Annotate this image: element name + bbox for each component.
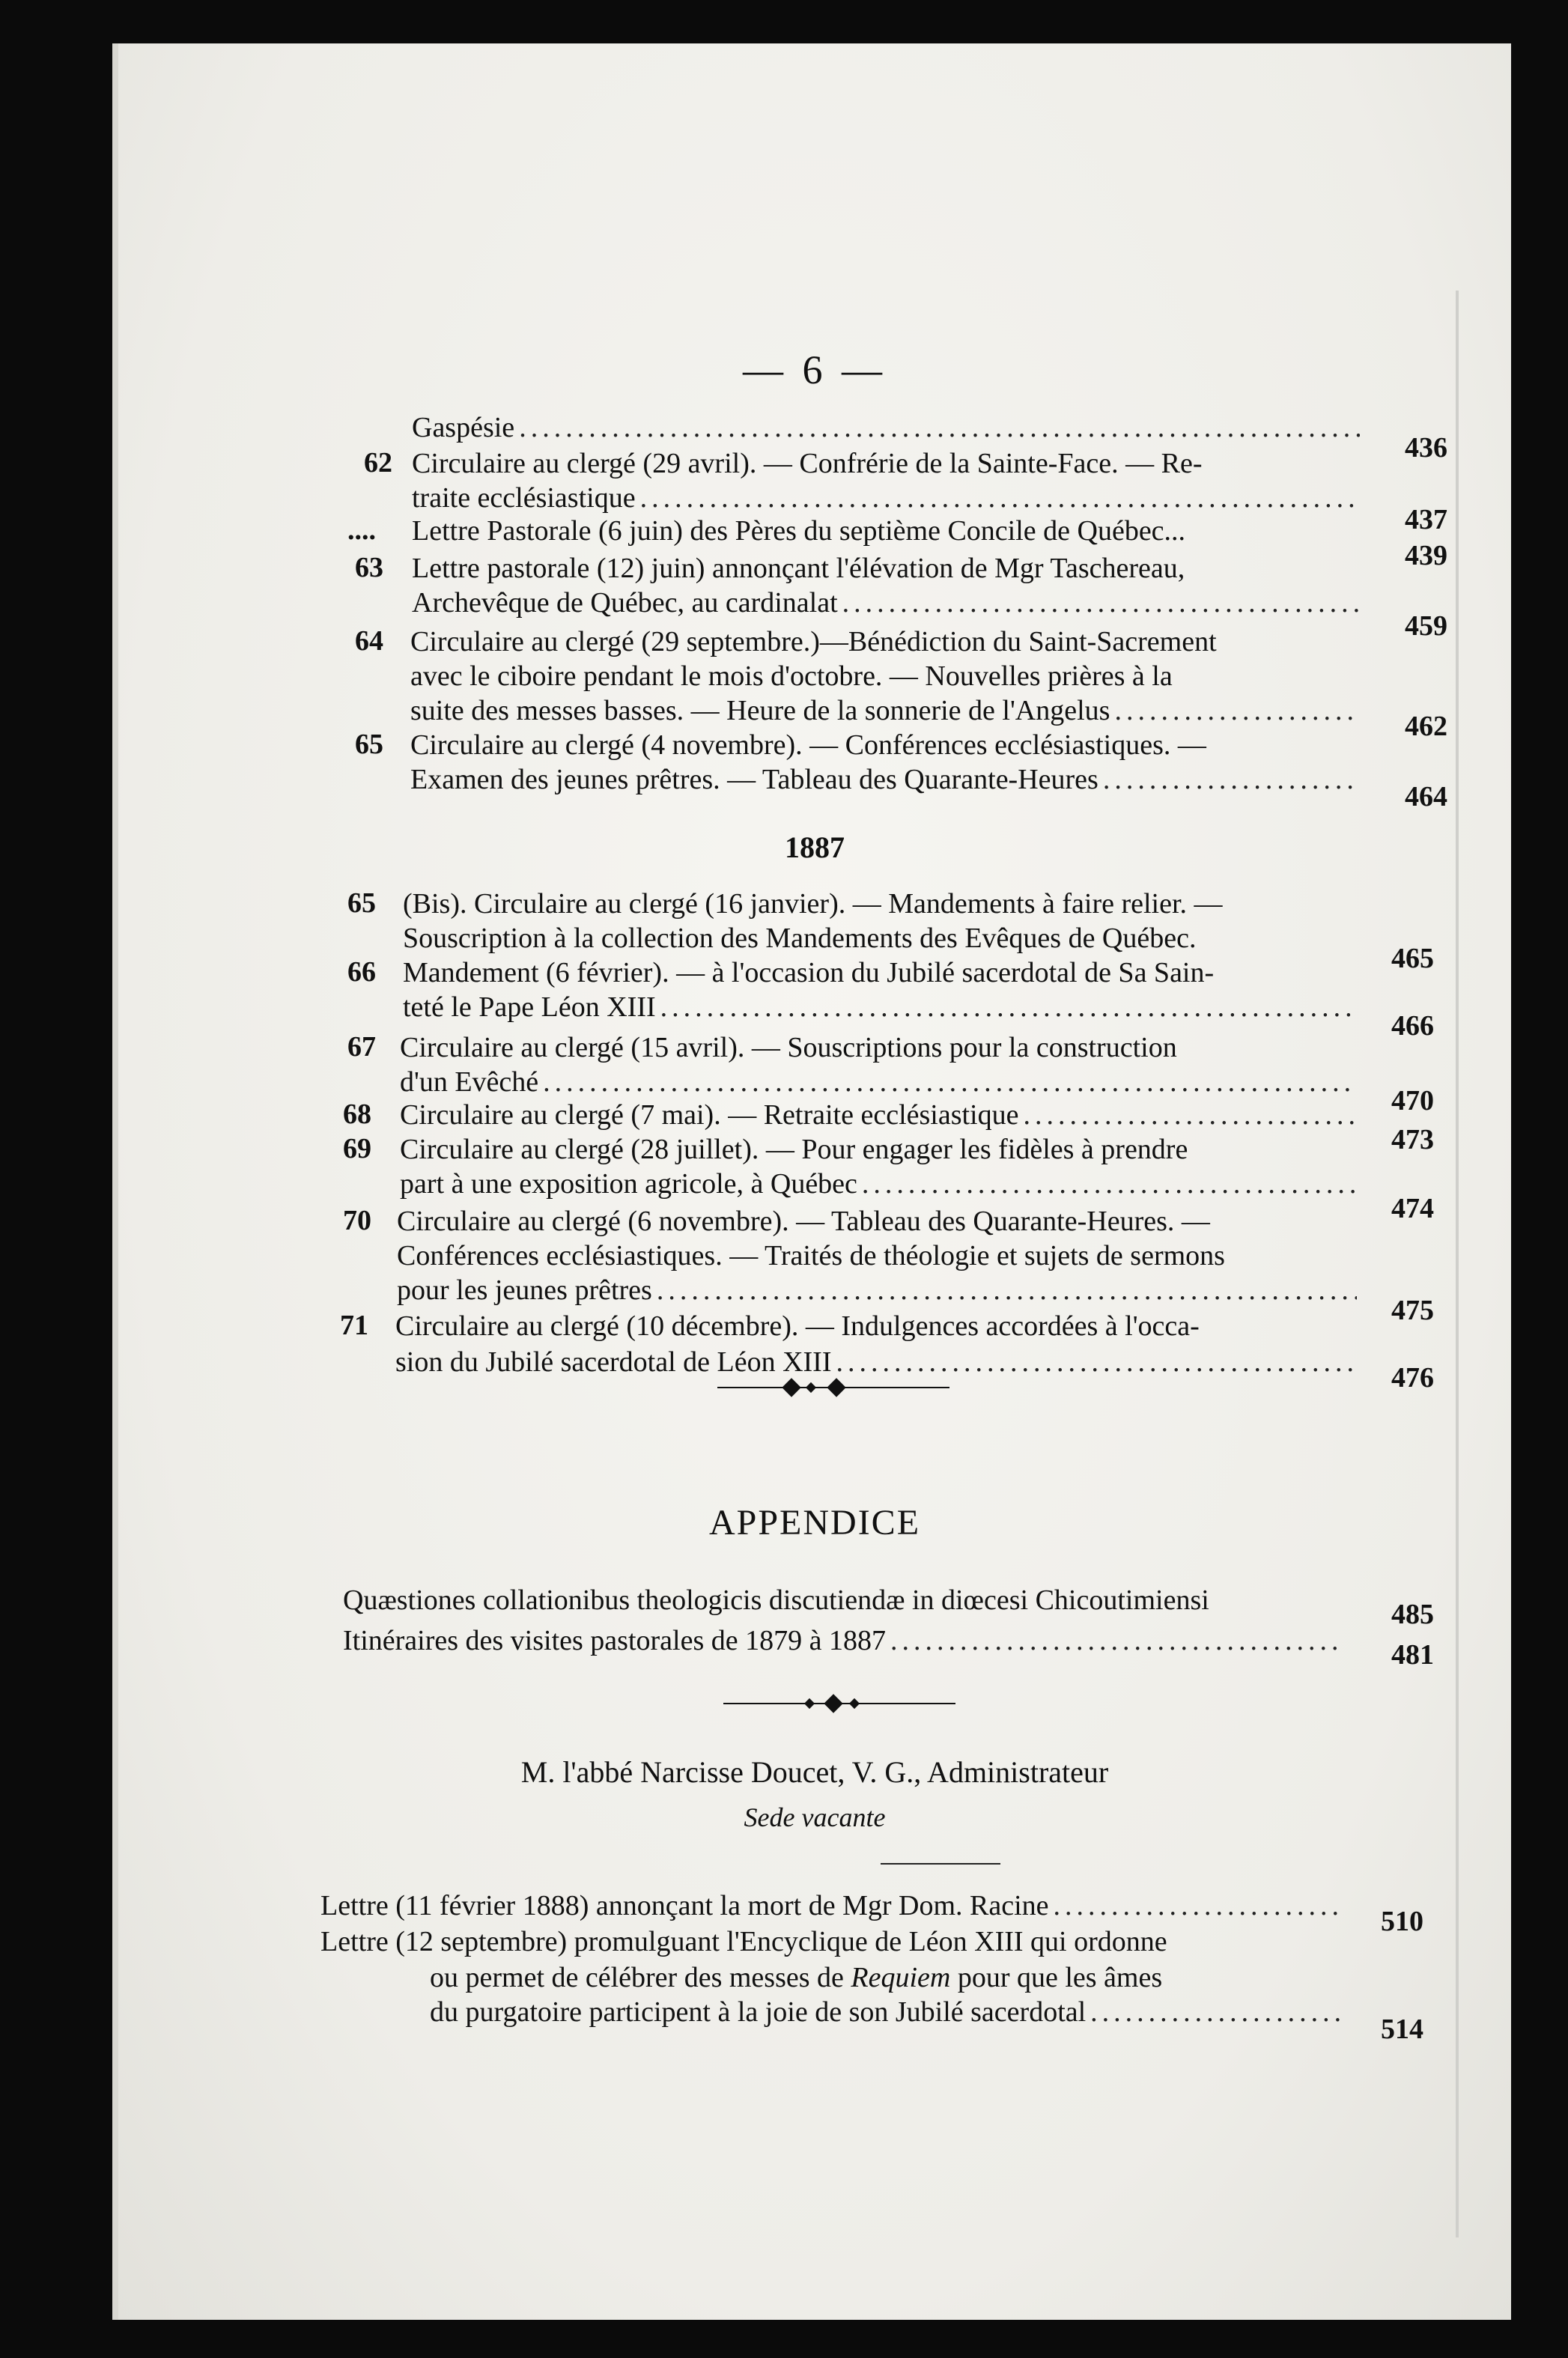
toc-text: traite ecclésiastique (412, 482, 636, 514)
toc-page: 465 (1391, 943, 1434, 974)
toc-text: teté le Pape Léon XIII (403, 991, 656, 1023)
toc-line (412, 551, 1185, 586)
toc-text: Circulaire au clergé (4 novembre). — Conférences ecclésiastiques. — (410, 729, 1206, 761)
toc-line (412, 514, 1185, 548)
toc-page: 462 (1405, 711, 1447, 742)
toc-page: 436 (1405, 432, 1447, 464)
toc-text: Conférences ecclésiastiques. — Traités de théologie et sujets de sermons (397, 1240, 1225, 1271)
toc-line (410, 625, 1217, 659)
toc-number: 71 (340, 1310, 368, 1341)
toc-page: 439 (1405, 540, 1447, 571)
toc-text: ou permet de célébrer des messes de (430, 1962, 844, 1993)
toc-text: Lettre pastorale (12) juin) annonçant l'élévation de Mgr Taschereau, (412, 553, 1185, 584)
toc-line (410, 659, 1173, 693)
toc-line (430, 1960, 1162, 1995)
toc-text: Circulaire au clergé (15 avril). — Souscriptions pour la construction (400, 1032, 1177, 1063)
toc-line (400, 1167, 1361, 1201)
leader-dots (1090, 1995, 1342, 2029)
toc-line (403, 955, 1214, 990)
toc-text: Itinéraires des visites pastorales de 1879 à 1887 (343, 1625, 886, 1656)
toc-text: (Bis). Circulaire au clergé (16 janvier). — Mandements à faire relier. — (403, 888, 1223, 920)
leader-dots (862, 1167, 1357, 1201)
toc-line (343, 1623, 1346, 1658)
toc-text: Lettre (12 septembre) promulguant l'Encyclique de Léon XIII qui ordonne (320, 1926, 1167, 1957)
book-page (118, 43, 1511, 2320)
toc-page: 485 (1391, 1599, 1434, 1630)
toc-line (400, 1132, 1188, 1167)
toc-number: 67 (347, 1031, 376, 1063)
toc-text: Souscription à la collection des Mandements des Evêques de Québec. (403, 923, 1197, 954)
toc-text: Circulaire au clergé (29 septembre.)—Bénédiction du Saint-Sacrement (410, 626, 1217, 657)
toc-line (320, 1888, 1346, 1923)
toc-line (403, 990, 1361, 1024)
toc-line (410, 693, 1364, 728)
toc-text: Mandement (6 février). — à l'occasion du Jubilé sacerdotal de Sa Sain- (403, 957, 1215, 988)
toc-line (395, 1309, 1200, 1343)
toc-text: pour les jeunes prêtres (397, 1274, 652, 1306)
toc-page: 475 (1391, 1295, 1434, 1326)
toc-text: Lettre (11 février 1888) annonçant la mort de Mgr Dom. Racine (320, 1890, 1049, 1921)
toc-line (403, 887, 1223, 921)
toc-line (397, 1239, 1225, 1273)
requiem-italic: Requiem (851, 1962, 951, 1993)
toc-line (410, 728, 1206, 762)
toc-text: Circulaire au clergé (29 avril). — Confrérie de la Sainte-Face. — Re- (412, 448, 1203, 479)
toc-line (412, 446, 1202, 481)
toc-line (430, 1995, 1346, 2029)
leader-dots (660, 990, 1357, 1024)
toc-page: 437 (1405, 504, 1447, 535)
leader-dots (836, 1345, 1358, 1379)
toc-line (400, 1030, 1177, 1065)
toc-text: d'un Evêché (400, 1066, 539, 1098)
toc-number: 65 (355, 729, 383, 760)
toc-page: 476 (1391, 1362, 1434, 1394)
toc-page: 470 (1391, 1085, 1434, 1116)
toc-text: Quæstiones collationibus theologicis discutiendæ in diœcesi Chicoutimiensi (343, 1584, 1209, 1616)
leader-dots (890, 1623, 1342, 1658)
toc-line (400, 1098, 1361, 1132)
toc-text: Circulaire au clergé (7 mai). — Retraite ecclésiastique (400, 1099, 1019, 1131)
toc-text: sion du Jubilé sacerdotal de Léon XIII (395, 1346, 832, 1378)
leader-dots (842, 586, 1360, 620)
sede-vacante-subtitle: Sede vacante (744, 1802, 886, 1832)
toc-text: Circulaire au clergé (10 décembre). — Indulgences accordées à l'occa- (395, 1310, 1200, 1342)
toc-number: 66 (347, 956, 376, 988)
toc-text: Lettre Pastorale (6 juin) des Pères du septième Concile de Québec... (412, 515, 1186, 547)
toc-page: 466 (1391, 1010, 1434, 1042)
year-heading: 1887 (785, 830, 845, 864)
toc-page: 473 (1391, 1124, 1434, 1155)
toc-line (395, 1345, 1361, 1379)
toc-line (343, 1583, 1209, 1617)
ornament-divider (723, 1701, 955, 1706)
leader-dots (1023, 1098, 1357, 1132)
toc-number: 70 (343, 1205, 371, 1236)
toc-page: 510 (1381, 1906, 1423, 1937)
toc-line (410, 762, 1364, 797)
leader-dots (543, 1065, 1357, 1099)
toc-text: Circulaire au clergé (6 novembre). — Tableau des Quarante-Heures. — (397, 1206, 1210, 1237)
toc-text: avec le ciboire pendant le mois d'octobre. — Nouvelles prières à la (410, 660, 1173, 692)
toc-page: 464 (1405, 781, 1447, 812)
toc-line (412, 481, 1364, 515)
leader-dots (1114, 693, 1360, 728)
toc-text: du purgatoire participent à la joie de son Jubilé sacerdotal (430, 1996, 1087, 2028)
toc-line (400, 1065, 1361, 1099)
ornament-divider (717, 1385, 949, 1390)
toc-text: Gaspésie (412, 412, 515, 443)
administrator-heading: M. l'abbé Narcisse Doucet, V. G., Administrateur (520, 1755, 1109, 1789)
rule (881, 1863, 1000, 1865)
leader-dots (1054, 1888, 1342, 1923)
toc-page: 459 (1405, 610, 1447, 642)
toc-line (412, 410, 1364, 445)
toc-number: 62 (364, 447, 392, 478)
toc-number: .... (347, 514, 376, 546)
toc-line (397, 1204, 1210, 1239)
toc-text: Examen des jeunes prêtres. — Tableau des Quarante-Heures (410, 764, 1098, 795)
toc-line (412, 586, 1364, 620)
toc-number: 64 (355, 625, 383, 657)
toc-page: 481 (1391, 1639, 1434, 1671)
toc-number: 69 (343, 1133, 371, 1164)
toc-text: Archevêque de Québec, au cardinalat (412, 587, 838, 619)
toc-number: 65 (347, 887, 376, 919)
toc-page: 514 (1381, 2014, 1423, 2045)
leader-dots (640, 481, 1360, 515)
leader-dots (1103, 762, 1360, 797)
toc-page: 474 (1391, 1193, 1434, 1224)
toc-text: part à une exposition agricole, à Québec (400, 1168, 857, 1200)
appendix-title: APPENDICE (708, 1503, 921, 1543)
toc-line (320, 1924, 1167, 1959)
page-content (118, 43, 1511, 2320)
leader-dots (657, 1273, 1357, 1307)
page-number: — 6 — (743, 347, 887, 392)
toc-text: Circulaire au clergé (28 juillet). — Pour engager les fidèles à prendre (400, 1134, 1188, 1165)
toc-text: pour que les âmes (957, 1962, 1163, 1993)
leader-dots (519, 410, 1360, 445)
toc-line (397, 1273, 1361, 1307)
toc-line (403, 921, 1196, 955)
toc-text: suite des messes basses. — Heure de la sonnerie de l'Angelus (410, 695, 1110, 726)
toc-number: 63 (355, 552, 383, 583)
toc-number: 68 (343, 1099, 371, 1130)
